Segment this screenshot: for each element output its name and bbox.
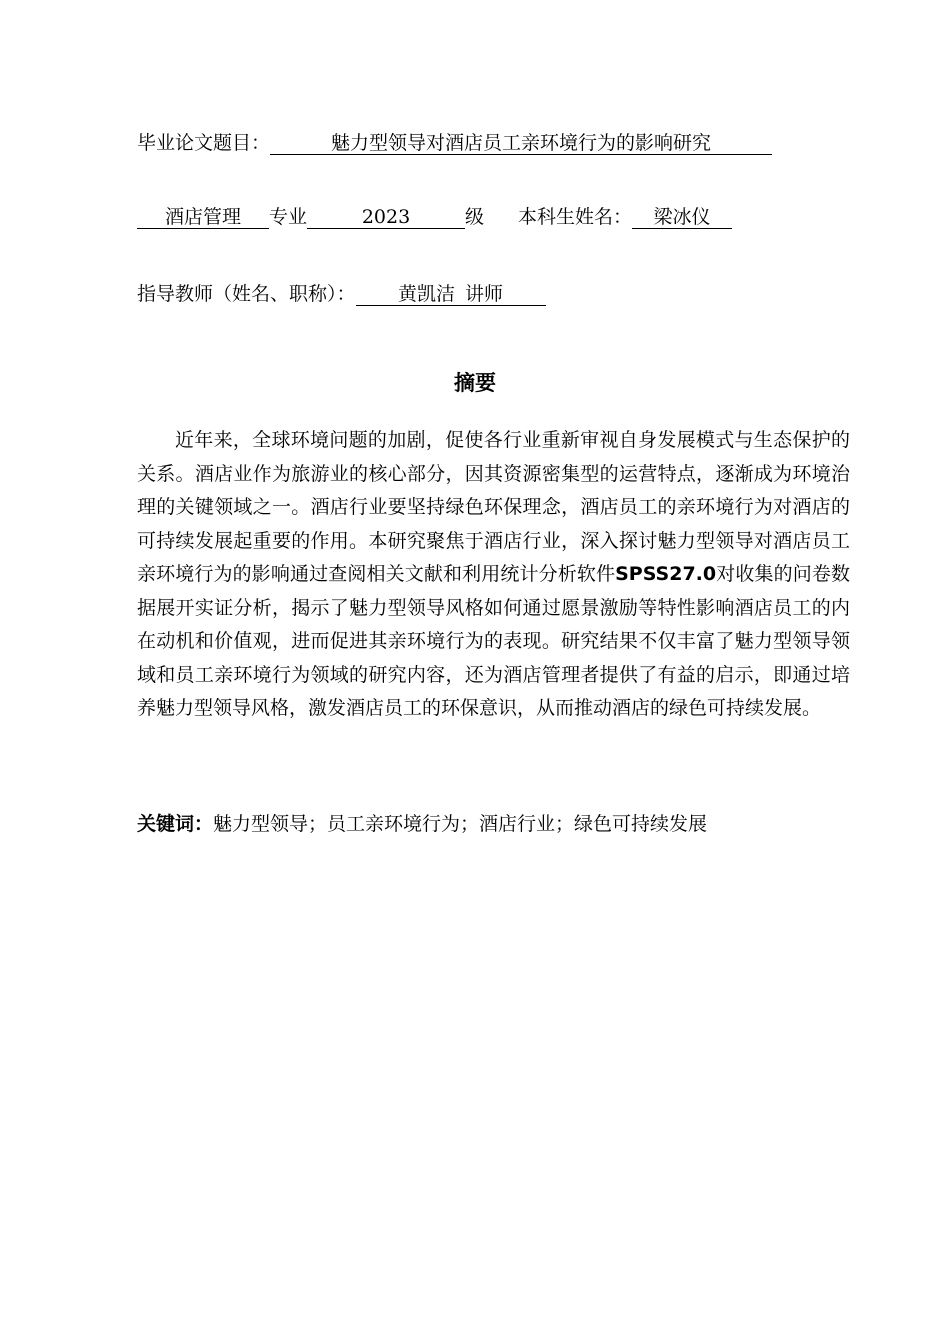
major-value: 酒店管理: [164, 206, 241, 228]
major-student-line: [137, 205, 732, 229]
student-name-value: 梁冰仪: [653, 206, 711, 228]
abstract-text-part2: 对收集的问卷数据展开实证分析，揭示了魅力型领导风格如何通过愿景激励等特性影响酒店员工的内在动机和价值观，进而促进其亲环境行为的表现。研究结果不仅丰富了魅力型领导领域和员工亲环境行为领域的研究内容，还为酒店管理者提供了有益的启示，即通过培养魅力型领导风格，激发酒店员工的环保意识，从而推动酒店的绿色可持续发展。: [137, 563, 850, 719]
year-label: 级: [465, 206, 485, 228]
abstract-text-part1: 近年来，全球环境问题的加剧，促使各行业重新审视自身发展模式与生态保护的关系。酒店业作为旅游业的核心部分，因其资源密集型的运营特点，逐渐成为环境治理的关键领域之一。酒店行业要坚持绿色环保理念，酒店员工的亲环境行为对酒店的可持续发展起重要的作用。本研究聚焦于酒店行业，深入探讨魅力型领导对酒店员工亲环境行为的影响通过查阅相关文献和利用统计分析软件: [137, 429, 850, 585]
abstract-body: [137, 424, 850, 726]
thesis-title-label: 毕业论文题目：: [137, 132, 271, 154]
advisor-name-value: 黄凯洁: [398, 283, 456, 305]
advisor-field: [356, 283, 546, 306]
thesis-title-field: [270, 132, 772, 155]
student-label: 本科生姓名：: [518, 206, 633, 228]
thesis-title-line: [137, 131, 772, 155]
thesis-title-value: 魅力型领导对酒店员工亲环境行为的影响研究: [331, 132, 712, 154]
major-label: 专业: [269, 206, 308, 228]
keywords-label: 关键词：: [137, 813, 214, 835]
year-field: [307, 206, 465, 229]
advisor-line: [137, 282, 546, 306]
abstract-heading: 摘要: [454, 371, 496, 395]
keywords-line: [137, 810, 707, 838]
advisor-label: 指导教师（姓名、职称）：: [137, 283, 356, 305]
software-name: SPSS27.0: [615, 563, 717, 585]
keywords-text: 魅力型领导；员工亲环境行为；酒店行业；绿色可持续发展: [213, 813, 708, 835]
advisor-title-value: 讲师: [465, 283, 504, 305]
year-value: 2023: [361, 206, 411, 228]
student-name-field: [632, 206, 732, 229]
major-field: [137, 206, 269, 229]
